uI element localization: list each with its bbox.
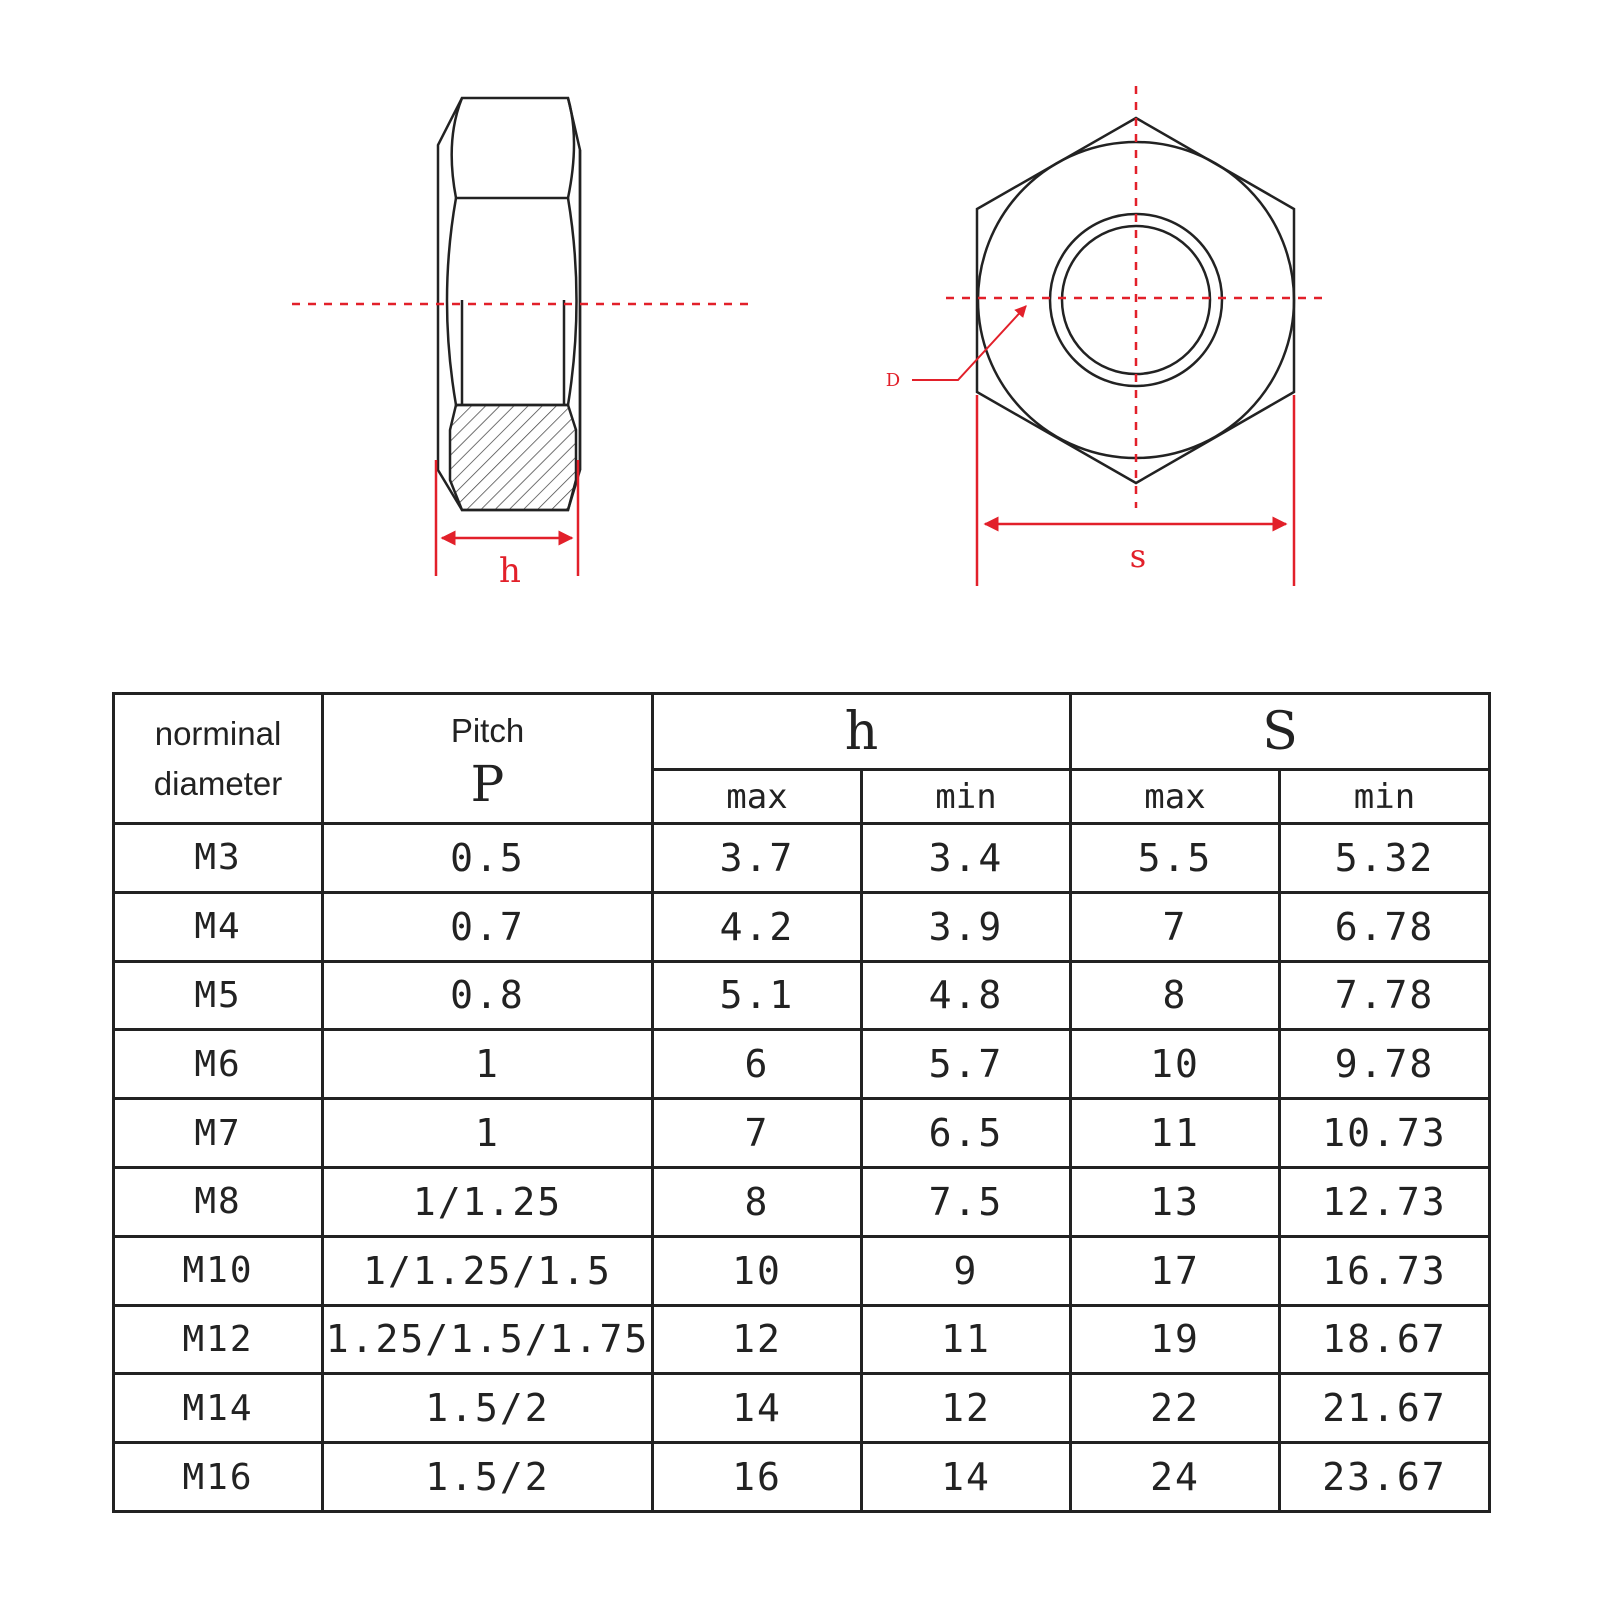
header-s-group: S [1071, 694, 1490, 770]
cell-h-min: 3.9 [862, 892, 1071, 961]
cell-h-min: 14 [862, 1443, 1071, 1512]
cell-s-max: 8 [1071, 961, 1280, 1030]
cell-h-max: 16 [653, 1443, 862, 1512]
cell-nominal-diameter: M14 [114, 1374, 323, 1443]
cell-s-min: 21.67 [1280, 1374, 1490, 1443]
header-pitch [323, 694, 653, 824]
header-h-min: min [862, 770, 1071, 824]
cell-s-min: 7.78 [1280, 961, 1490, 1030]
cell-s-min: 10.73 [1280, 1099, 1490, 1168]
header-h-group: h [653, 694, 1071, 770]
d-leader [912, 306, 1026, 380]
cell-nominal-diameter: M5 [114, 961, 323, 1030]
s-dimension-label: s [1129, 537, 1147, 575]
cell-s-min: 12.73 [1280, 1167, 1490, 1236]
cell-s-max: 5.5 [1071, 824, 1280, 893]
cell-h-max: 3.7 [653, 824, 862, 893]
cell-nominal-diameter: M12 [114, 1305, 323, 1374]
cell-nominal-diameter: M7 [114, 1099, 323, 1168]
side-view-upper-face [452, 98, 574, 198]
header-pitch-symbol: P [470, 754, 505, 813]
cell-pitch: 0.7 [323, 892, 653, 961]
cell-pitch: 0.5 [323, 824, 653, 893]
cell-s-min: 23.67 [1280, 1443, 1490, 1512]
cell-nominal-diameter: M3 [114, 824, 323, 893]
table-row [114, 1236, 1490, 1305]
cell-pitch: 1/1.25 [323, 1167, 653, 1236]
table-row [114, 1030, 1490, 1099]
cell-h-min: 12 [862, 1374, 1071, 1443]
cell-s-min: 9.78 [1280, 1030, 1490, 1099]
cell-h-max: 7 [653, 1099, 862, 1168]
cell-h-min: 6.5 [862, 1099, 1071, 1168]
table-row [114, 1167, 1490, 1236]
h-dimension-label: h [499, 551, 521, 591]
table-row [114, 961, 1490, 1030]
table-row [114, 1374, 1490, 1443]
cell-pitch: 1.5/2 [323, 1374, 653, 1443]
header-nominal-line2: diameter [153, 764, 283, 802]
cell-s-max: 13 [1071, 1167, 1280, 1236]
cell-pitch: 1.5/2 [323, 1443, 653, 1512]
cell-nominal-diameter: M10 [114, 1236, 323, 1305]
header-h-max: max [653, 770, 862, 824]
cell-h-max: 12 [653, 1305, 862, 1374]
spec-table [112, 692, 1491, 1513]
side-view-middle-face [447, 198, 577, 405]
cell-pitch: 1 [323, 1099, 653, 1168]
header-s-max: max [1071, 770, 1280, 824]
top-view-centerlines [946, 86, 1330, 508]
cell-h-max: 6 [653, 1030, 862, 1099]
cell-s-min: 6.78 [1280, 892, 1490, 961]
header-nominal-diameter [114, 694, 323, 824]
cell-s-min: 18.67 [1280, 1305, 1490, 1374]
cell-s-min: 5.32 [1280, 824, 1490, 893]
cell-h-max: 14 [653, 1374, 862, 1443]
cell-h-min: 4.8 [862, 961, 1071, 1030]
cell-s-max: 10 [1071, 1030, 1280, 1099]
table-row [114, 892, 1490, 961]
cell-s-max: 7 [1071, 892, 1280, 961]
cell-nominal-diameter: M4 [114, 892, 323, 961]
side-view-section [450, 405, 576, 510]
cell-nominal-diameter: M16 [114, 1443, 323, 1512]
cell-h-min: 9 [862, 1236, 1071, 1305]
cell-s-max: 19 [1071, 1305, 1280, 1374]
table-row [114, 1443, 1490, 1512]
cell-pitch: 1 [323, 1030, 653, 1099]
table-row [114, 1099, 1490, 1168]
cell-h-min: 5.7 [862, 1030, 1071, 1099]
d-leader-label: D [885, 370, 901, 391]
cell-h-min: 7.5 [862, 1167, 1071, 1236]
spec-table-body [114, 824, 1490, 1512]
cell-s-max: 24 [1071, 1443, 1280, 1512]
cell-h-max: 5.1 [653, 961, 862, 1030]
cell-h-min: 11 [862, 1305, 1071, 1374]
cell-s-max: 11 [1071, 1099, 1280, 1168]
cell-h-max: 8 [653, 1167, 862, 1236]
cell-pitch: 1.25/1.5/1.75 [323, 1305, 653, 1374]
cell-pitch: 0.8 [323, 961, 653, 1030]
cell-s-max: 22 [1071, 1374, 1280, 1443]
header-nominal-line1: norminal [154, 714, 282, 752]
cell-pitch: 1/1.25/1.5 [323, 1236, 653, 1305]
cell-h-max: 4.2 [653, 892, 862, 961]
header-s-min: min [1280, 770, 1490, 824]
table-row [114, 824, 1490, 893]
cell-nominal-diameter: M8 [114, 1167, 323, 1236]
hex-nut-drawing [0, 0, 1600, 640]
table-row [114, 1305, 1490, 1374]
header-pitch-label: Pitch [450, 711, 525, 749]
cell-h-max: 10 [653, 1236, 862, 1305]
cell-h-min: 3.4 [862, 824, 1071, 893]
cell-nominal-diameter: M6 [114, 1030, 323, 1099]
cell-s-max: 17 [1071, 1236, 1280, 1305]
cell-s-min: 16.73 [1280, 1236, 1490, 1305]
